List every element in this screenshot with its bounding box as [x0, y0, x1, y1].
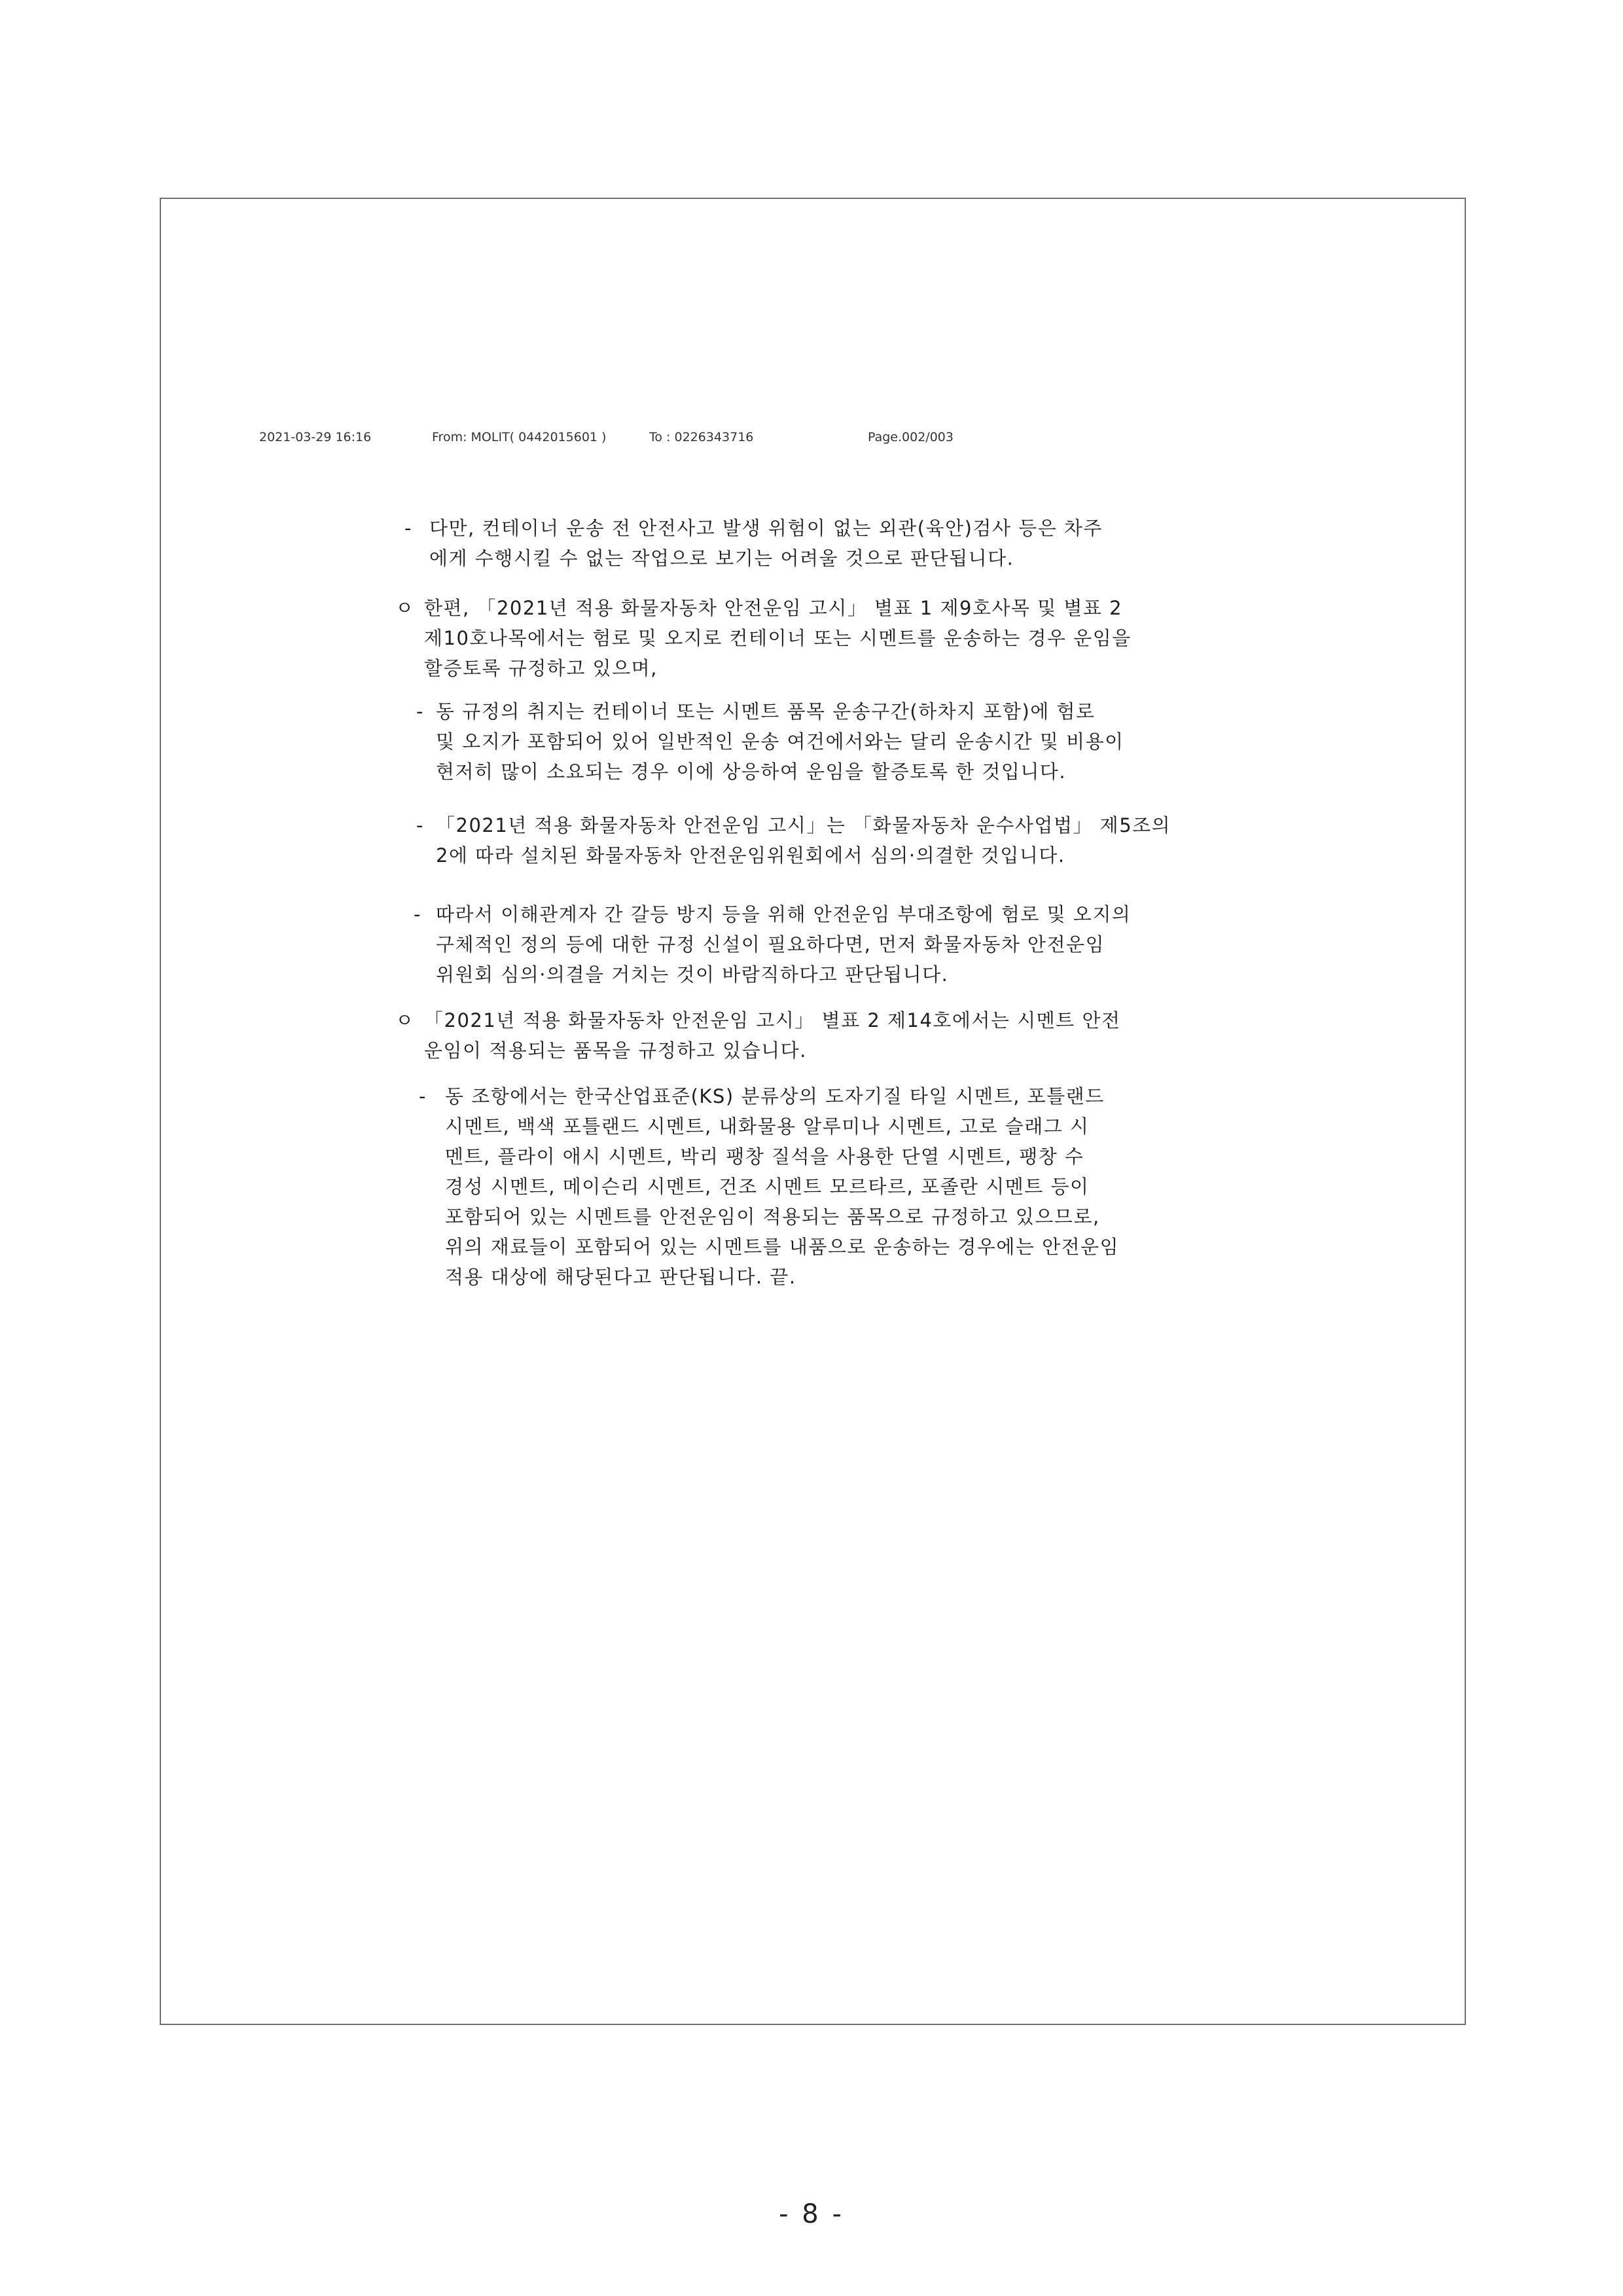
paragraph-line: 2에 따라 설치된 화물자동차 안전운임위원회에서 심의·의결한 것입니다. [436, 844, 1065, 867]
fax-from: From: MOLIT( 0442015601 ) [432, 430, 607, 444]
paragraph-line: 현저히 많이 소요되는 경우 이에 상응하여 운임을 할증토록 한 것입니다. [436, 761, 1067, 783]
paragraph-line: 한편, 「2021년 적용 화물자동차 안전운임 고시」 별표 1 제9호사목 및 별표 2 [424, 597, 1123, 619]
paragraph-line: 포함되어 있는 시멘트를 안전운임이 적용되는 품목으로 규정하고 있으므로, [445, 1206, 1100, 1228]
fax-page: Page.002/003 [868, 430, 954, 444]
paragraph-line: 적용 대상에 해당된다고 판단됩니다. 끝. [445, 1266, 796, 1288]
paragraph-line: 멘트, 플라이 애시 시멘트, 박리 팽창 질석을 사용한 단열 시멘트, 팽창 수 [445, 1145, 1084, 1168]
paragraph-dash [414, 899, 1275, 990]
dash-marker: - [419, 1085, 427, 1107]
paragraph-dash [404, 513, 1275, 573]
paragraph-line: 경성 시멘트, 메이슨리 시멘트, 건조 시멘트 모르타르, 포졸란 시멘트 등이 [445, 1175, 1090, 1198]
paragraph-circle [395, 593, 1275, 683]
paragraph-line: 및 오지가 포함되어 있어 일반적인 운송 여건에서와는 달리 운송시간 및 비용이 [436, 730, 1124, 753]
paragraph-line: 제10호나목에서는 험로 및 오지로 컨테이너 또는 시멘트를 운송하는 경우 운임을 [424, 627, 1132, 649]
paragraph-dash [416, 810, 1275, 870]
dash-marker: - [404, 517, 412, 539]
paragraph-line: 다만, 컨테이너 운송 전 안전사고 발생 위험이 없는 외관(육안)검사 등은 차주 [429, 517, 1103, 539]
page-number: - 8 - [779, 2199, 844, 2229]
paragraph-line: 「2021년 적용 화물자동차 안전운임 고시」는 「화물자동차 운수사업법」 제5조의 [436, 814, 1171, 836]
paragraph-line: 위원회 심의·의결을 거치는 것이 바람직하다고 판단됩니다. [436, 963, 949, 986]
paragraph-line: 구체적인 정의 등에 대한 규정 신설이 필요하다면, 먼저 화물자동차 안전운임 [436, 933, 1105, 956]
circle-marker: ㅇ [395, 597, 415, 619]
paragraph-dash [416, 696, 1275, 787]
paragraph-line: 동 조항에서는 한국산업표준(KS) 분류상의 도자기질 타일 시멘트, 포틀랜드 [445, 1085, 1105, 1107]
paragraph-line: 「2021년 적용 화물자동차 안전운임 고시」 별표 2 제14호에서는 시멘트 안전 [424, 1009, 1121, 1031]
circle-marker: ㅇ [395, 1009, 415, 1031]
dash-marker: - [416, 814, 424, 836]
paragraph-line: 에게 수행시킬 수 없는 작업으로 보기는 어려울 것으로 판단됩니다. [429, 547, 1014, 569]
paragraph-dash [419, 1081, 1275, 1292]
fax-datetime: 2021-03-29 16:16 [259, 430, 372, 444]
paragraph-line: 동 규정의 취지는 컨테이너 또는 시멘트 품목 운송구간(하차지 포함)에 험로 [436, 700, 1096, 723]
fax-to: To : 0226343716 [649, 430, 754, 444]
paragraph-line: 따라서 이해관계자 간 갈등 방지 등을 위해 안전운임 부대조항에 험로 및 오지의 [436, 903, 1132, 925]
paragraph-line: 운임이 적용되는 품목을 규정하고 있습니다. [424, 1039, 807, 1062]
dash-marker: - [414, 903, 421, 925]
paragraph-circle [395, 1005, 1275, 1066]
dash-marker: - [416, 700, 424, 723]
paragraph-line: 할증토록 규정하고 있으며, [424, 657, 658, 679]
paragraph-line: 시멘트, 백색 포틀랜드 시멘트, 내화물용 알루미나 시멘트, 고로 슬래그 시 [445, 1115, 1090, 1138]
paragraph-line: 위의 재료들이 포함되어 있는 시멘트를 내품으로 운송하는 경우에는 안전운임 [445, 1236, 1120, 1258]
